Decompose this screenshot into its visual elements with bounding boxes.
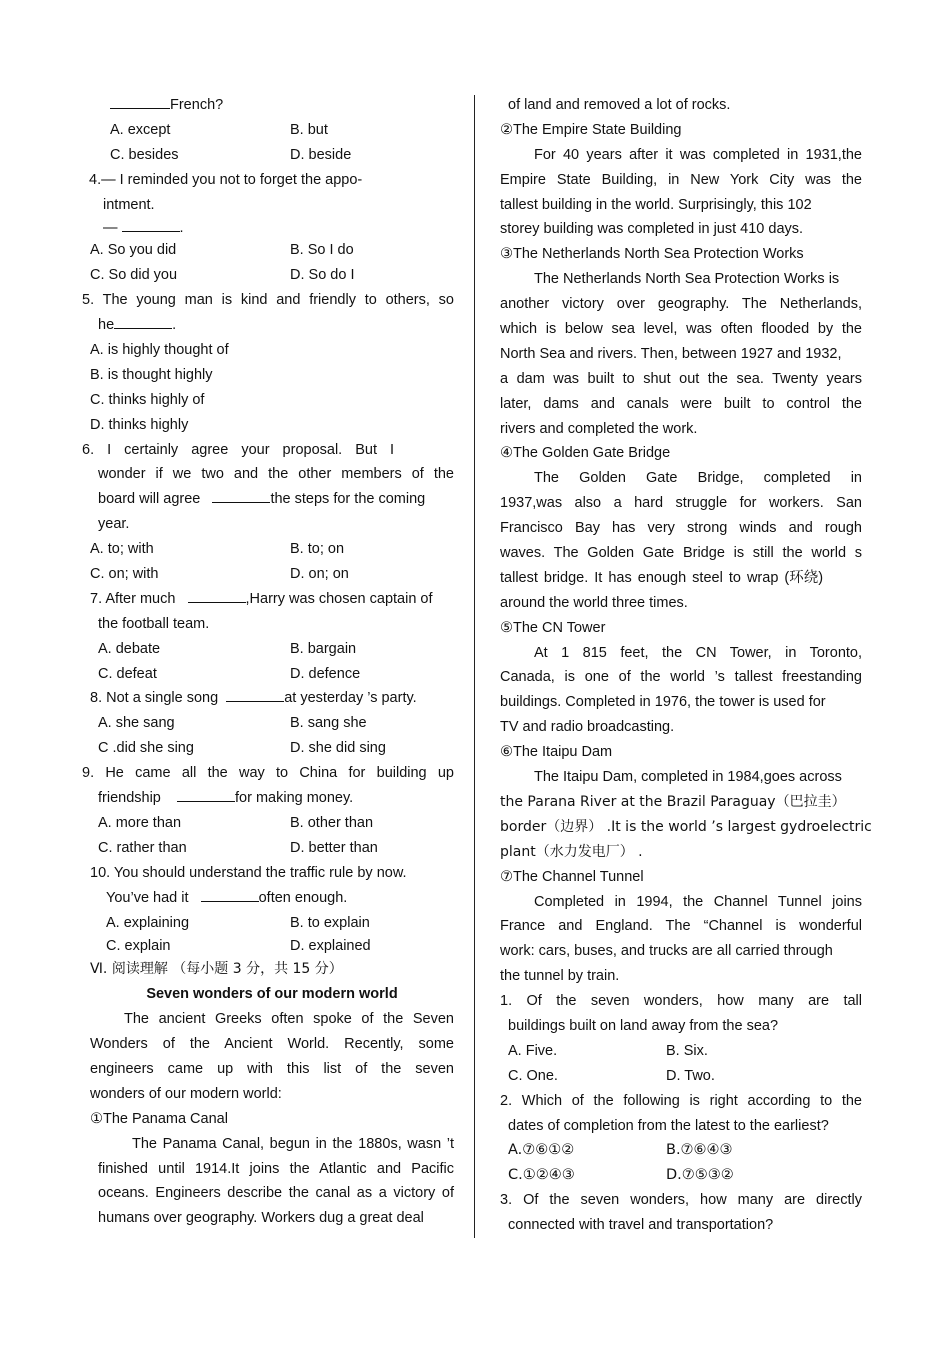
q5-option-a: A. is highly thought of: [90, 342, 229, 359]
option-d: D. So do I: [290, 267, 355, 284]
wonder-3-text: The Netherlands North Sea Protection Works is: [534, 271, 840, 288]
q4-line1: 4.— I reminded you not to forget the appo-: [89, 171, 363, 188]
q3-options-cd: [82, 143, 454, 168]
wonder-6-text: The Itaipu Dam, completed in 1984,goes across: [534, 769, 842, 786]
q7-line1: 7. After much ,Harry was chosen captain of: [82, 587, 454, 612]
option-c: C. So did you: [90, 267, 178, 284]
option-a: A. debate: [98, 640, 161, 657]
option-a: A. more than: [98, 814, 182, 831]
q4-options-ab: [82, 238, 454, 263]
option-b: B. bargain: [290, 640, 357, 657]
q6-options-ab: [82, 537, 454, 562]
option-b: B. other than: [290, 814, 374, 831]
wonder-6-text: the Parana River at the Brazil Paraguay（巴拉圭）: [500, 793, 846, 810]
option-d: D. Two.: [666, 1067, 715, 1084]
answer-blank: [212, 488, 270, 503]
option-a: A. So you did: [90, 242, 177, 259]
rq2-line2: dates of completion from the latest to the earliest?: [508, 1117, 829, 1134]
q6-line2: wonder if we two and the other members of the: [98, 466, 454, 483]
wonder-1-text: humans over geography. Workers dug a great deal: [98, 1210, 424, 1227]
q8-options-ab: [82, 711, 454, 736]
answer-blank: [201, 887, 259, 902]
rq3-line2: connected with travel and transportation?: [508, 1217, 774, 1234]
rq1-options-cd: [500, 1064, 862, 1089]
option-d: D. beside: [290, 146, 352, 163]
section-header: Ⅵ. 阅读理解 （每小题 3 分，共 15 分）: [90, 961, 343, 978]
wonder-7-text: France and England. The “Channel is wonderful: [500, 918, 862, 935]
wonder-7-text: work: cars, buses, and trucks are all carried through: [500, 943, 833, 960]
wonder-5-heading: ⑤The CN Tower: [500, 619, 606, 636]
option-b: B. to; on: [290, 541, 345, 558]
q9-options-ab: [82, 811, 454, 836]
option-c: C.①②④③: [508, 1167, 575, 1184]
option-d: D.⑦⑤③②: [666, 1167, 734, 1184]
rq3-line1: 3. Of the seven wonders, how many are directly: [500, 1192, 862, 1209]
option-c: C. rather than: [98, 839, 187, 856]
q9-line1: 9. He came all the way to China for building up: [82, 765, 454, 782]
wonder-5-text: buildings. Completed in 1976, the tower is used for: [500, 694, 826, 711]
rq1-line2: buildings built on land away from the sea?: [508, 1017, 779, 1034]
wonder-5-text: TV and radio broadcasting.: [500, 719, 675, 736]
wonder-3-heading: ③The Netherlands North Sea Protection Works: [500, 246, 804, 263]
option-d: D. she did sing: [290, 740, 386, 757]
q5-line1: 5. The young man is kind and friendly to others, so: [82, 292, 454, 309]
q3-tail: French?: [82, 93, 454, 118]
option-c: C. defeat: [98, 665, 157, 682]
wonder-1-text: The Panama Canal, begun in the 1880s, wasn ’t: [132, 1135, 454, 1152]
wonder-2-text: tallest building in the world. Surprisingly, this 102: [500, 196, 812, 213]
wonder-1-text: oceans. Engineers describe the canal as a victory of: [98, 1185, 454, 1202]
option-d: D. on; on: [290, 566, 349, 583]
option-d: D. defence: [290, 665, 361, 682]
q10-line1: 10. You should understand the traffic rule by now.: [90, 864, 407, 881]
wonder-7-text: Completed in 1994, the Channel Tunnel joins: [534, 893, 862, 910]
rq2-options-cd: [500, 1163, 862, 1188]
q9-line2: friendship for making money.: [82, 786, 454, 811]
option-a: A. explaining: [106, 914, 190, 931]
q4-line2: intment.: [103, 196, 155, 213]
q5-line2: he .: [82, 313, 454, 338]
option-b: B.⑦⑥④③: [666, 1142, 733, 1159]
intro-line: wonders of our modern world:: [90, 1085, 282, 1102]
wonder-5-text: Canada, is one of the world ’s tallest freestanding: [500, 669, 862, 686]
option-a: A. she sang: [98, 715, 175, 732]
option-a: A. Five.: [508, 1042, 558, 1059]
q6-line4: year.: [98, 516, 130, 533]
q6-line3: board will agree the steps for the coming: [82, 487, 454, 512]
q4-response: — .: [82, 217, 454, 238]
wonder-6-text: plant（水力发电厂） .: [500, 843, 643, 860]
wonder-3-text: which is below sea level, was often flooded by the: [500, 321, 862, 338]
option-c: C. besides: [110, 146, 179, 163]
wonder-3-text: another victory over geography. The Netherlands,: [500, 296, 862, 313]
rq2-line1: 2. Which of the following is right according to the: [500, 1092, 862, 1109]
column-divider: [474, 95, 475, 1238]
intro-line: engineers came up with this list of the seven: [90, 1060, 454, 1077]
wonder-4-text: The Golden Gate Bridge, completed in: [534, 470, 862, 487]
option-c: C. One.: [508, 1067, 558, 1084]
option-c: C. explain: [106, 938, 171, 955]
q7-options-ab: [82, 637, 454, 662]
wonder-4-text: Francisco Bay has very strong winds and rough: [500, 520, 862, 537]
option-d: D. explained: [290, 938, 371, 955]
option-b: B. Six.: [666, 1042, 708, 1059]
q5-option-d: D. thinks highly: [90, 416, 189, 433]
wonder-5-text: At 1 815 feet, the CN Tower, in Toronto,: [534, 644, 862, 661]
rq1-options-ab: [500, 1039, 862, 1064]
q7-line2: the football team.: [98, 615, 210, 632]
wonder-3-text: a dam was built to shut out the sea. Twenty years: [500, 370, 862, 387]
q6-options-cd: [82, 562, 454, 587]
wonder-1-heading: ①The Panama Canal: [90, 1110, 228, 1127]
wonder-1-text: finished until 1914.It joins the Atlantic and Pacific: [98, 1160, 454, 1177]
answer-blank: [122, 217, 180, 232]
q10-options-ab: [82, 911, 454, 936]
answer-blank: [110, 94, 170, 109]
wonder-4-text: around the world three times.: [500, 594, 688, 611]
wonder-3-text: North Sea and rivers. Then, between 1927 and 1932,: [500, 345, 842, 362]
left-column: [82, 93, 454, 1231]
intro-line: The ancient Greeks often spoke of the Seven: [124, 1011, 454, 1028]
wonder-2-text: storey building was completed in just 410 days.: [500, 221, 804, 238]
q4-options-cd: [82, 263, 454, 288]
rq2-options-ab: [500, 1138, 862, 1163]
right-column: [500, 93, 872, 1238]
q8-line1: 8. Not a single song at yesterday ’s party.: [82, 686, 454, 711]
option-c: C. on; with: [90, 566, 159, 583]
option-b: B. to explain: [290, 914, 370, 931]
option-b: B. but: [290, 121, 328, 138]
rq1-line1: 1. Of the seven wonders, how many are tall: [500, 993, 862, 1010]
q6-line1: 6. I certainly agree your proposal. But I: [82, 441, 395, 458]
wonder-4-text: tallest bridge. It has enough steel to wrap (环绕): [500, 569, 824, 586]
wonder-4-text: waves. The Golden Gate Bridge is still the world s: [500, 545, 862, 562]
option-b: B. sang she: [290, 715, 367, 732]
q9-options-cd: [82, 836, 454, 861]
wonder-3-text: rivers and completed the work.: [500, 420, 698, 437]
wonder-3-text: later, dams and canals were built to control the: [500, 395, 862, 412]
q10-options-cd: [82, 935, 454, 957]
option-c: C .did she sing: [98, 740, 194, 757]
option-b: B. So I do: [290, 242, 354, 259]
option-a: A. to; with: [90, 541, 154, 558]
q8-options-cd: [82, 736, 454, 761]
q5-option-c: C. thinks highly of: [90, 391, 205, 408]
q3-options-ab: [82, 118, 454, 143]
answer-blank: [114, 314, 172, 329]
wonder-7-text: the tunnel by train.: [500, 968, 620, 985]
wonder-2-heading: ②The Empire State Building: [500, 121, 682, 138]
wonder-2-text: For 40 years after it was completed in 1931,the: [534, 146, 862, 163]
wonder-2-text: Empire State Building, in New York City was the: [500, 171, 862, 188]
answer-blank: [226, 687, 284, 702]
wonder-6-heading: ⑥The Itaipu Dam: [500, 744, 613, 761]
wonder-1-text-tail: of land and removed a lot of rocks.: [508, 97, 731, 113]
wonder-4-heading: ④The Golden Gate Bridge: [500, 445, 671, 462]
intro-line: Wonders of the Ancient World. Recently, some: [90, 1036, 454, 1053]
wonder-4-text: 1937,was also a hard struggle for workers. San: [500, 495, 862, 512]
answer-blank: [177, 787, 235, 802]
answer-blank: [188, 588, 246, 603]
wonder-7-heading: ⑦The Channel Tunnel: [500, 868, 644, 885]
wonder-6-text: border（边界） .It is the world ’s largest gydroelectric: [500, 818, 872, 835]
passage-title: Seven wonders of our modern world: [146, 986, 398, 1003]
option-a: A. except: [110, 121, 171, 138]
q10-line2: You’ve had it often enough.: [82, 886, 454, 911]
option-d: D. better than: [290, 839, 378, 856]
option-a: A.⑦⑥①②: [508, 1142, 575, 1159]
q5-option-b: B. is thought highly: [90, 366, 213, 383]
q7-options-cd: [82, 662, 454, 687]
